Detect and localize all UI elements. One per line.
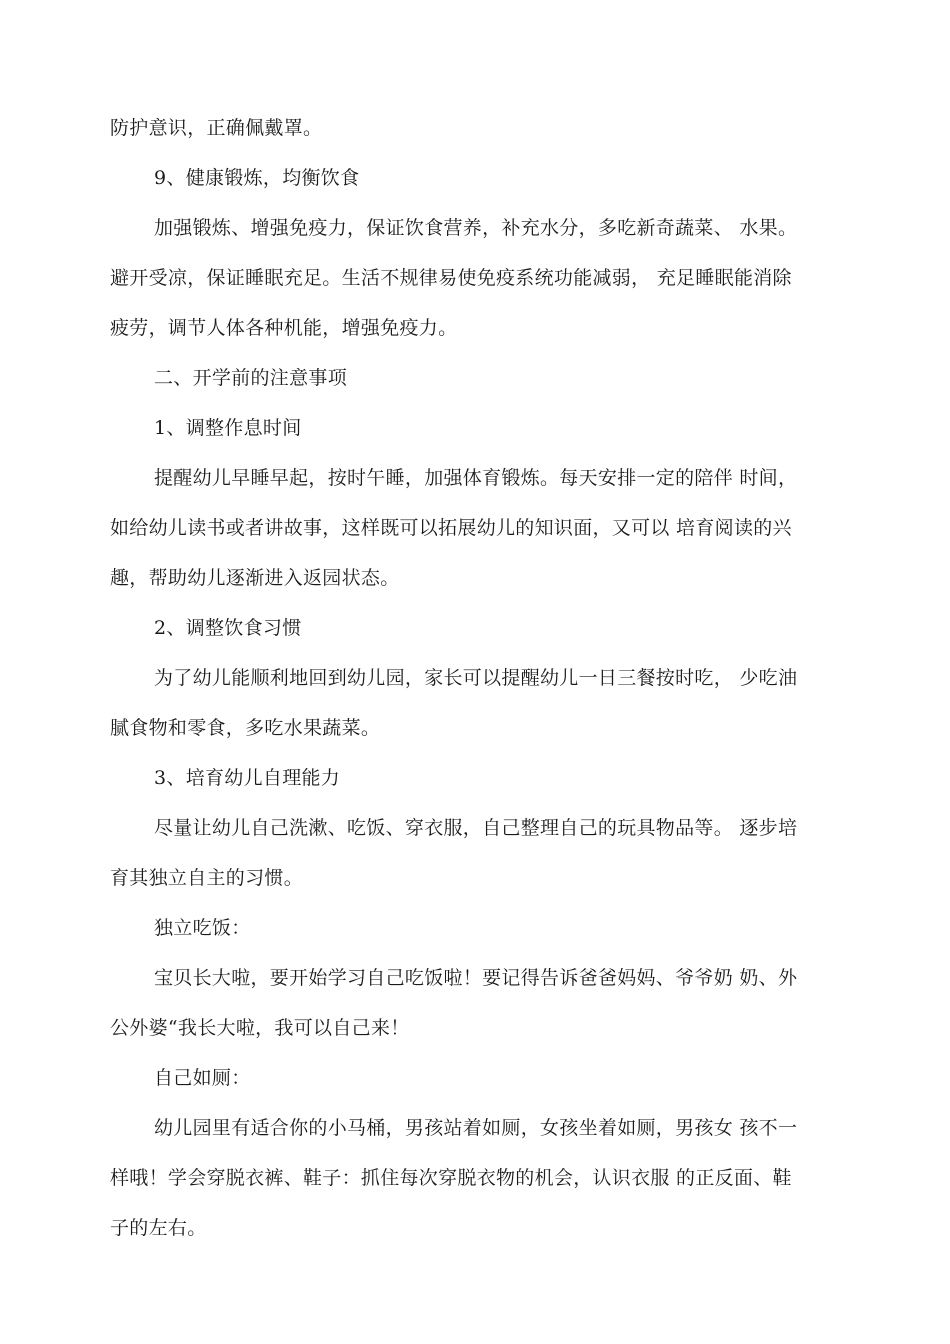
text-line: 避开受凉，保证睡眠充足。生活不规律易使免疫系统功能减弱， 充足睡眠能消除 — [110, 267, 792, 289]
subsection-heading: 3、培育幼儿自理能力 — [154, 767, 341, 789]
text-line: 腻食物和零食，多吃水果蔬菜。 — [110, 717, 381, 739]
text-line: 为了幼儿能顺利地回到幼儿园，家长可以提醒幼儿一日三餐按时吃， 少吃油 — [154, 667, 798, 689]
text-line: 如给幼儿读书或者讲故事，这样既可以拓展幼儿的知识面，又可以 培育阅读的兴 — [110, 517, 792, 539]
subsection-heading: 1、调整作息时间 — [154, 417, 302, 439]
subsection-heading: 自己如厕： — [154, 1067, 251, 1089]
text-line: 加强锻炼、增强免疫力，保证饮食营养，补充水分，多吃新奇蔬菜、 水果。 — [154, 217, 798, 239]
document-body — [110, 103, 832, 1253]
text-line: 宝贝长大啦，要开始学习自己吃饭啦！要记得告诉爸爸妈妈、爷爷奶 奶、外 — [154, 967, 798, 989]
text-line: 防护意识，正确佩戴罩。 — [110, 117, 323, 139]
subsection-heading: 独立吃饭： — [154, 917, 251, 939]
text-line: 育其独立自主的习惯。 — [110, 867, 304, 889]
text-line: 幼儿园里有适合你的小马桶，男孩站着如厕，女孩坐着如厕，男孩女 孩不一 — [154, 1117, 798, 1139]
text-line: 样哦！学会穿脱衣裤、鞋子：抓住每次穿脱衣物的机会，认识衣服 的正反面、鞋 — [110, 1167, 792, 1189]
text-line: 尽量让幼儿自己洗漱、吃饭、穿衣服，自己整理自己的玩具物品等。 逐步培 — [154, 817, 798, 839]
text-line: 疲劳，调节人体各种机能，增强免疫力。 — [110, 317, 458, 339]
subsection-heading: 2、调整饮食习惯 — [154, 617, 302, 639]
text-line: 趣，帮助幼儿逐渐进入返园状态。 — [110, 567, 400, 589]
text-line: 提醒幼儿早睡早起，按时午睡，加强体育锻炼。每天安排一定的陪伴 时间， — [154, 467, 798, 489]
text-line: 子的左右。 — [110, 1217, 207, 1239]
section-heading: 9、健康锻炼，均衡饮食 — [154, 167, 360, 189]
text-line: 公外婆“我长大啦，我可以自己来！ — [110, 1017, 410, 1039]
section-heading: 二、开学前的注意事项 — [154, 367, 348, 389]
